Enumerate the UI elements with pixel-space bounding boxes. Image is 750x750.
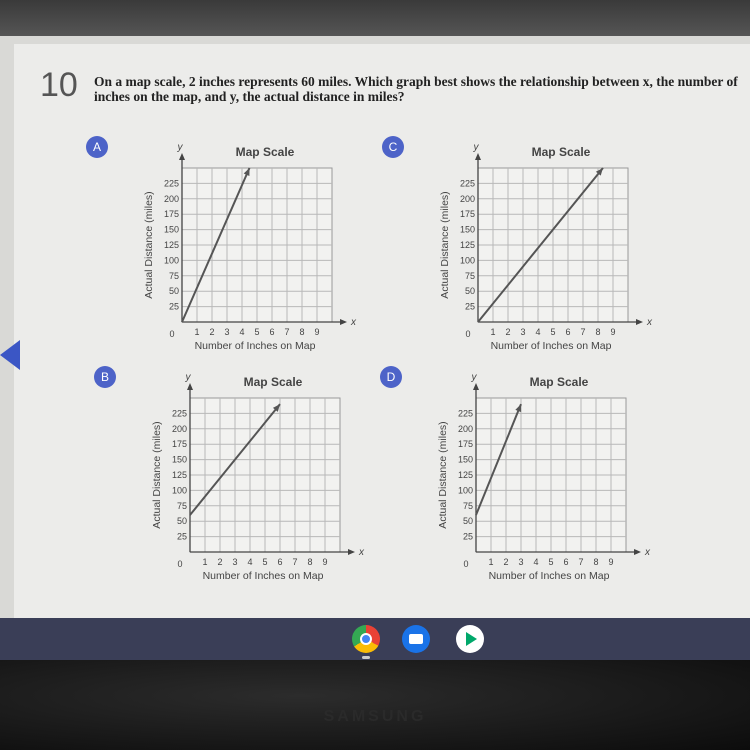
y-tick-label: 75 bbox=[168, 270, 179, 281]
y-tick-label: 200 bbox=[171, 423, 187, 434]
screen bbox=[0, 36, 750, 618]
y-tick-label: 25 bbox=[168, 301, 179, 312]
x-tick-label: 6 bbox=[563, 557, 569, 567]
x-axis-arrow bbox=[634, 549, 641, 555]
x-tick-label: 2 bbox=[209, 327, 215, 337]
y-tick-label: 100 bbox=[171, 485, 187, 496]
x-axis-arrow bbox=[340, 319, 347, 325]
y-tick-label: 225 bbox=[171, 408, 187, 419]
device-brand: SAMSUNG bbox=[323, 708, 427, 725]
back-arrow-icon[interactable] bbox=[0, 340, 20, 370]
play-store-icon[interactable] bbox=[456, 625, 484, 653]
chromeos-shelf bbox=[0, 618, 750, 660]
y-tick-label: 75 bbox=[462, 500, 473, 511]
chart-title: Map Scale bbox=[531, 145, 591, 159]
y-axis-label: Actual Distance (miles) bbox=[439, 191, 451, 299]
x-axis-letter: x bbox=[359, 547, 364, 558]
x-tick-label: 1 bbox=[194, 327, 200, 337]
y-tick-label: 150 bbox=[163, 224, 179, 235]
x-axis-label: Number of Inches on Map bbox=[194, 340, 316, 352]
option-badge[interactable]: B bbox=[94, 366, 116, 388]
x-tick-label: 6 bbox=[269, 327, 275, 337]
y-axis-letter: y bbox=[177, 142, 183, 153]
y-tick-label: 100 bbox=[163, 255, 179, 266]
chart-title: Map Scale bbox=[235, 145, 295, 159]
y-tick-label: 100 bbox=[459, 255, 475, 266]
y-tick-label: 225 bbox=[163, 178, 179, 189]
chart-a bbox=[86, 136, 356, 356]
origin-label: 0 bbox=[465, 329, 471, 339]
y-tick-label: 25 bbox=[176, 531, 187, 542]
y-tick-label: 125 bbox=[171, 470, 187, 480]
x-tick-label: 9 bbox=[608, 557, 614, 567]
x-tick-label: 4 bbox=[247, 557, 253, 567]
y-tick-label: 175 bbox=[459, 209, 475, 220]
y-tick-label: 100 bbox=[457, 485, 473, 496]
x-tick-label: 4 bbox=[239, 327, 245, 337]
y-tick-label: 225 bbox=[459, 178, 475, 189]
y-tick-label: 175 bbox=[457, 439, 473, 450]
y-axis-letter: y bbox=[185, 372, 191, 383]
y-tick-label: 225 bbox=[457, 408, 473, 419]
y-axis-letter: y bbox=[471, 372, 477, 383]
chart-b bbox=[94, 366, 364, 586]
y-tick-label: 200 bbox=[459, 193, 475, 204]
x-tick-label: 1 bbox=[490, 327, 496, 337]
x-axis-label: Number of Inches on Map bbox=[488, 570, 610, 582]
y-tick-label: 150 bbox=[171, 454, 187, 465]
question-number: 10 bbox=[40, 66, 78, 104]
x-tick-label: 3 bbox=[518, 557, 524, 567]
y-tick-label: 50 bbox=[176, 516, 187, 527]
chrome-icon[interactable] bbox=[352, 625, 380, 653]
bottom-bezel bbox=[0, 660, 750, 750]
x-axis-label: Number of Inches on Map bbox=[490, 340, 612, 352]
x-tick-label: 2 bbox=[505, 327, 511, 337]
y-axis-arrow bbox=[473, 383, 479, 390]
active-app-indicator bbox=[362, 656, 370, 659]
y-axis-arrow bbox=[179, 153, 185, 160]
question-card bbox=[14, 44, 750, 618]
x-tick-label: 7 bbox=[580, 327, 586, 337]
x-tick-label: 8 bbox=[593, 557, 599, 567]
x-axis-arrow bbox=[636, 319, 643, 325]
y-tick-label: 175 bbox=[171, 439, 187, 450]
y-tick-label: 200 bbox=[163, 193, 179, 204]
y-tick-label: 175 bbox=[163, 209, 179, 220]
y-axis-arrow bbox=[475, 153, 481, 160]
x-tick-label: 6 bbox=[565, 327, 571, 337]
y-tick-label: 75 bbox=[176, 500, 187, 511]
x-tick-label: 2 bbox=[503, 557, 509, 567]
x-tick-label: 8 bbox=[595, 327, 601, 337]
question-text: On a map scale, 2 inches represents 60 miles. Which graph best shows the relationship between x, the number of inches on the map, and y, the actual distance in miles? bbox=[94, 74, 738, 104]
y-tick-label: 50 bbox=[462, 516, 473, 527]
x-tick-label: 1 bbox=[202, 557, 208, 567]
x-tick-label: 3 bbox=[520, 327, 526, 337]
x-tick-label: 4 bbox=[535, 327, 541, 337]
y-tick-label: 125 bbox=[163, 240, 179, 250]
x-tick-label: 3 bbox=[224, 327, 230, 337]
files-icon[interactable] bbox=[402, 625, 430, 653]
y-tick-label: 50 bbox=[168, 286, 179, 297]
x-tick-label: 9 bbox=[322, 557, 328, 567]
x-tick-label: 3 bbox=[232, 557, 238, 567]
y-tick-label: 25 bbox=[462, 531, 473, 542]
y-tick-label: 125 bbox=[457, 470, 473, 480]
y-axis-label: Actual Distance (miles) bbox=[151, 421, 163, 529]
x-axis-letter: x bbox=[647, 317, 652, 328]
x-tick-label: 5 bbox=[550, 327, 556, 337]
y-axis-letter: y bbox=[473, 142, 479, 153]
x-tick-label: 5 bbox=[548, 557, 554, 567]
chart-title: Map Scale bbox=[529, 375, 589, 389]
option-a[interactable] bbox=[86, 136, 356, 361]
chart-title: Map Scale bbox=[243, 375, 303, 389]
y-tick-label: 150 bbox=[459, 224, 475, 235]
option-c[interactable] bbox=[382, 136, 652, 361]
origin-label: 0 bbox=[463, 559, 469, 569]
x-tick-label: 5 bbox=[262, 557, 268, 567]
option-badge[interactable]: D bbox=[380, 366, 402, 388]
option-d[interactable] bbox=[380, 366, 650, 591]
option-badge[interactable]: A bbox=[86, 136, 108, 158]
x-tick-label: 1 bbox=[488, 557, 494, 567]
x-tick-label: 9 bbox=[314, 327, 320, 337]
chart-c bbox=[382, 136, 652, 356]
x-tick-label: 7 bbox=[284, 327, 290, 337]
x-tick-label: 8 bbox=[307, 557, 313, 567]
option-badge[interactable]: C bbox=[382, 136, 404, 158]
x-tick-label: 6 bbox=[277, 557, 283, 567]
chart-d bbox=[380, 366, 650, 586]
y-tick-label: 75 bbox=[464, 270, 475, 281]
origin-label: 0 bbox=[169, 329, 175, 339]
x-tick-label: 7 bbox=[292, 557, 298, 567]
x-tick-label: 9 bbox=[610, 327, 616, 337]
y-axis-label: Actual Distance (miles) bbox=[437, 421, 449, 529]
x-axis-label: Number of Inches on Map bbox=[202, 570, 324, 582]
x-tick-label: 4 bbox=[533, 557, 539, 567]
top-bezel bbox=[0, 0, 750, 36]
y-tick-label: 50 bbox=[464, 286, 475, 297]
x-tick-label: 8 bbox=[299, 327, 305, 337]
y-tick-label: 200 bbox=[457, 423, 473, 434]
x-tick-label: 2 bbox=[217, 557, 223, 567]
y-tick-label: 150 bbox=[457, 454, 473, 465]
y-tick-label: 25 bbox=[464, 301, 475, 312]
x-tick-label: 7 bbox=[578, 557, 584, 567]
x-axis-letter: x bbox=[351, 317, 356, 328]
option-b[interactable] bbox=[94, 366, 364, 591]
x-tick-label: 5 bbox=[254, 327, 260, 337]
origin-label: 0 bbox=[177, 559, 183, 569]
x-axis-arrow bbox=[348, 549, 355, 555]
y-axis-label: Actual Distance (miles) bbox=[143, 191, 155, 299]
x-axis-letter: x bbox=[645, 547, 650, 558]
y-tick-label: 125 bbox=[459, 240, 475, 250]
y-axis-arrow bbox=[187, 383, 193, 390]
